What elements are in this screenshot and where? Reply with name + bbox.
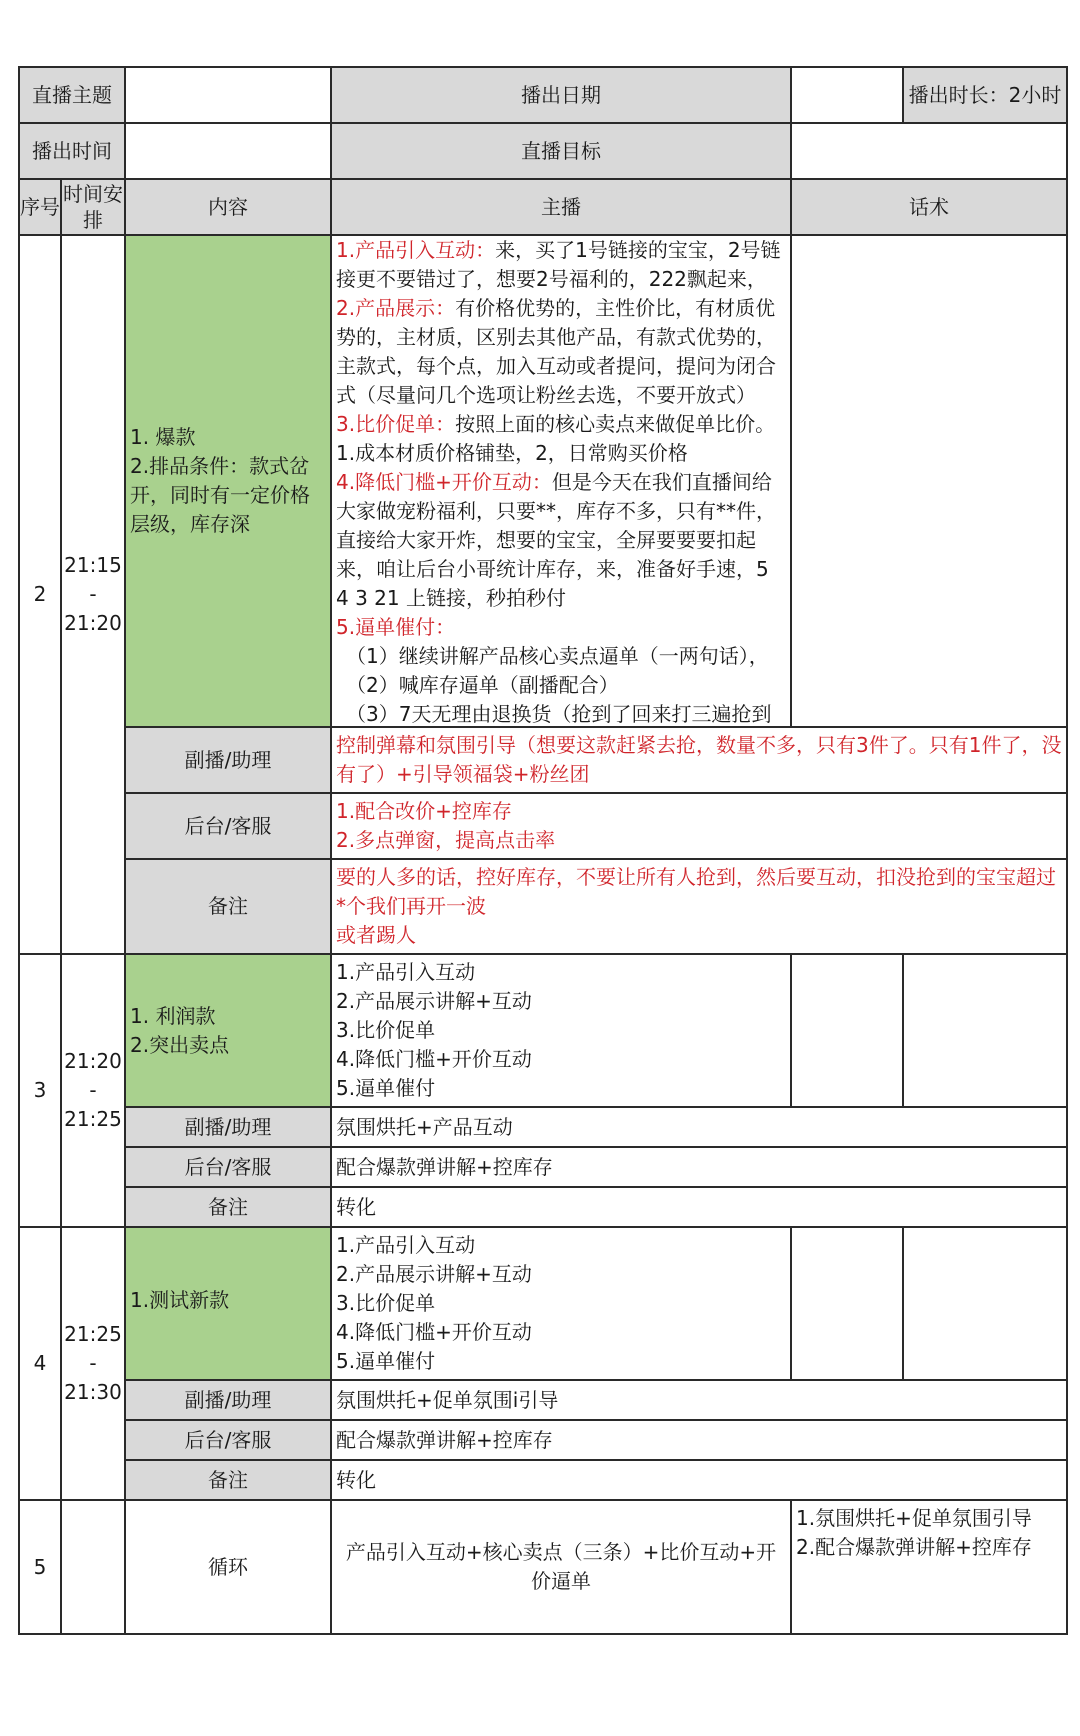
host-line: 5.逼单催付 (336, 1349, 436, 1373)
theme-value[interactable] (125, 67, 331, 123)
section-2-backend (331, 793, 1067, 859)
section-3-backend: 配合爆款弹讲解+控库存 (331, 1147, 1067, 1187)
time-end: 21:20 (64, 611, 122, 635)
section-4-script-extra[interactable] (903, 1227, 1067, 1380)
host-step-body: 来，买了1号链接的宝宝，2号链接更不要错过了，想要2号福利的，222飘起来， (336, 238, 781, 291)
section-2-script[interactable] (791, 235, 1067, 727)
column-index: 序号 (19, 179, 61, 235)
content-line: 2.突出卖点 (130, 1032, 230, 1057)
section-4-index: 4 (19, 1227, 61, 1500)
host-step-head: 5.逼单催付： (336, 615, 456, 639)
host-step-head: 4.降低门槛+开价互动： (336, 470, 552, 494)
section-4-note: 转化 (331, 1460, 1067, 1500)
note-label: 备注 (125, 1187, 331, 1227)
backend-line: 2.多点弹窗，提高点击率 (336, 828, 556, 852)
section-3-host (331, 954, 791, 1107)
note-line: 或者踢人 (336, 923, 416, 947)
backend-label: 后台/客服 (125, 793, 331, 859)
time-dash: - (89, 1351, 97, 1375)
backend-label: 后台/客服 (125, 1147, 331, 1187)
section-3-script[interactable] (791, 954, 903, 1107)
note-label: 备注 (125, 1460, 331, 1500)
time-end: 21:30 (64, 1380, 122, 1404)
script-line: 2.配合爆款弹讲解+控库存 (796, 1535, 1032, 1559)
host-line: 1.产品引入互动 (336, 960, 476, 984)
host-step-body: 按照上面的核心卖点来做促单比价。1.成本材质价格铺垫，2，日常购买价格 (336, 412, 776, 465)
content-line: 2.排品条件：款式岔开，同时有一定价格层级，库存深 (130, 454, 310, 536)
section-5-time[interactable] (61, 1500, 125, 1634)
section-5-content: 循环 (125, 1500, 331, 1634)
section-2-time (61, 235, 125, 954)
time-label: 播出时间 (19, 123, 125, 179)
host-step-body: 但是今天在我们直播间给大家做宠粉福利，只要**，库存不多，只有**件，直接给大家开炸，想要的宝宝，全屏要要要扣起来，咱让后台小哥统计库存，来，准备好手速，5 4 3 21 上链接，秒拍秒付 (336, 470, 776, 610)
assistant-label: 副播/助理 (125, 1380, 331, 1420)
section-4-backend: 配合爆款弹讲解+控库存 (331, 1420, 1067, 1460)
time-start: 21:15 (64, 553, 122, 577)
note-label: 备注 (125, 859, 331, 954)
host-line: 2.产品展示讲解+互动 (336, 1262, 532, 1286)
content-line: 1. 利润款 (130, 1003, 216, 1028)
column-content: 内容 (125, 179, 331, 235)
column-host: 主播 (331, 179, 791, 235)
section-5-script (791, 1500, 1067, 1634)
note-line: 要的人多的话，控好库存，不要让所有人抢到，然后要互动，扣没抢到的宝宝超过*个我们再开一波 (336, 865, 1056, 918)
host-step-body: 有价格优势的，主性价比，有材质优势的，主材质，区别去其他产品，有款式优势的，主款式，每个点，加入互动或者提问，提问为闭合式（尽量问几个选项让粉丝去选，不要开放式） (336, 296, 776, 407)
time-end: 21:25 (64, 1107, 122, 1131)
goal-value[interactable] (791, 123, 1067, 179)
section-5-host: 产品引入互动+核心卖点（三条）+比价互动+开价逼单 (331, 1500, 791, 1634)
section-2-assistant: 控制弹幕和氛围引导（想要这款赶紧去抢，数量不多，只有3件了。只有1件了，没有了）+引导领福袋+粉丝团 (331, 727, 1067, 793)
section-2-host (331, 235, 791, 727)
live-script-table (18, 66, 1068, 1635)
section-3-content (125, 954, 331, 1107)
host-sub-line: （2）喊库存逼单（副播配合） (346, 673, 619, 697)
host-line: 2.产品展示讲解+互动 (336, 989, 532, 1013)
time-start: 21:20 (64, 1049, 122, 1073)
date-value[interactable] (791, 67, 903, 123)
section-3-assistant: 氛围烘托+产品互动 (331, 1107, 1067, 1147)
goal-label: 直播目标 (331, 123, 791, 179)
time-dash: - (89, 1078, 97, 1102)
section-2-index: 2 (19, 235, 61, 954)
section-4-content (125, 1227, 331, 1380)
host-sub-line: （3）7天无理由退换货（抢到了回来打三遍抢到 (346, 702, 772, 726)
column-script: 话术 (791, 179, 1067, 235)
section-3-script-extra[interactable] (903, 954, 1067, 1107)
section-2-note (331, 859, 1067, 954)
section-3-time (61, 954, 125, 1227)
column-schedule: 时间安排 (61, 179, 125, 235)
assistant-label: 副播/助理 (125, 727, 331, 793)
host-line: 4.降低门槛+开价互动 (336, 1320, 532, 1344)
theme-label: 直播主题 (19, 67, 125, 123)
host-step-head: 3.比价促单： (336, 412, 456, 436)
section-2-content (125, 235, 331, 727)
section-4-host (331, 1227, 791, 1380)
time-start: 21:25 (64, 1322, 122, 1346)
host-line: 4.降低门槛+开价互动 (336, 1047, 532, 1071)
content-line: 1. 爆款 (130, 425, 196, 449)
host-step-head: 1.产品引入互动： (336, 238, 496, 262)
content-line: 1.测试新款 (130, 1288, 230, 1312)
host-line: 3.比价促单 (336, 1018, 436, 1042)
host-step-head: 2.产品展示： (336, 296, 456, 320)
host-line: 5.逼单催付 (336, 1076, 436, 1100)
section-4-script[interactable] (791, 1227, 903, 1380)
host-sub-line: （1）继续讲解产品核心卖点逼单（一两句话）， (346, 644, 769, 668)
backend-line: 1.配合改价+控库存 (336, 799, 512, 823)
time-value[interactable] (125, 123, 331, 179)
host-line: 1.产品引入互动 (336, 1233, 476, 1257)
date-label: 播出日期 (331, 67, 791, 123)
script-line: 1.氛围烘托+促单氛围引导 (796, 1506, 1032, 1530)
time-dash: - (89, 582, 97, 606)
assistant-label: 副播/助理 (125, 1107, 331, 1147)
backend-label: 后台/客服 (125, 1420, 331, 1460)
section-4-assistant: 氛围烘托+促单氛围i引导 (331, 1380, 1067, 1420)
section-3-index: 3 (19, 954, 61, 1227)
section-4-time (61, 1227, 125, 1500)
host-line: 3.比价促单 (336, 1291, 436, 1315)
section-3-note: 转化 (331, 1187, 1067, 1227)
duration-label: 播出时长：2小时 (903, 67, 1067, 123)
section-5-index: 5 (19, 1500, 61, 1634)
